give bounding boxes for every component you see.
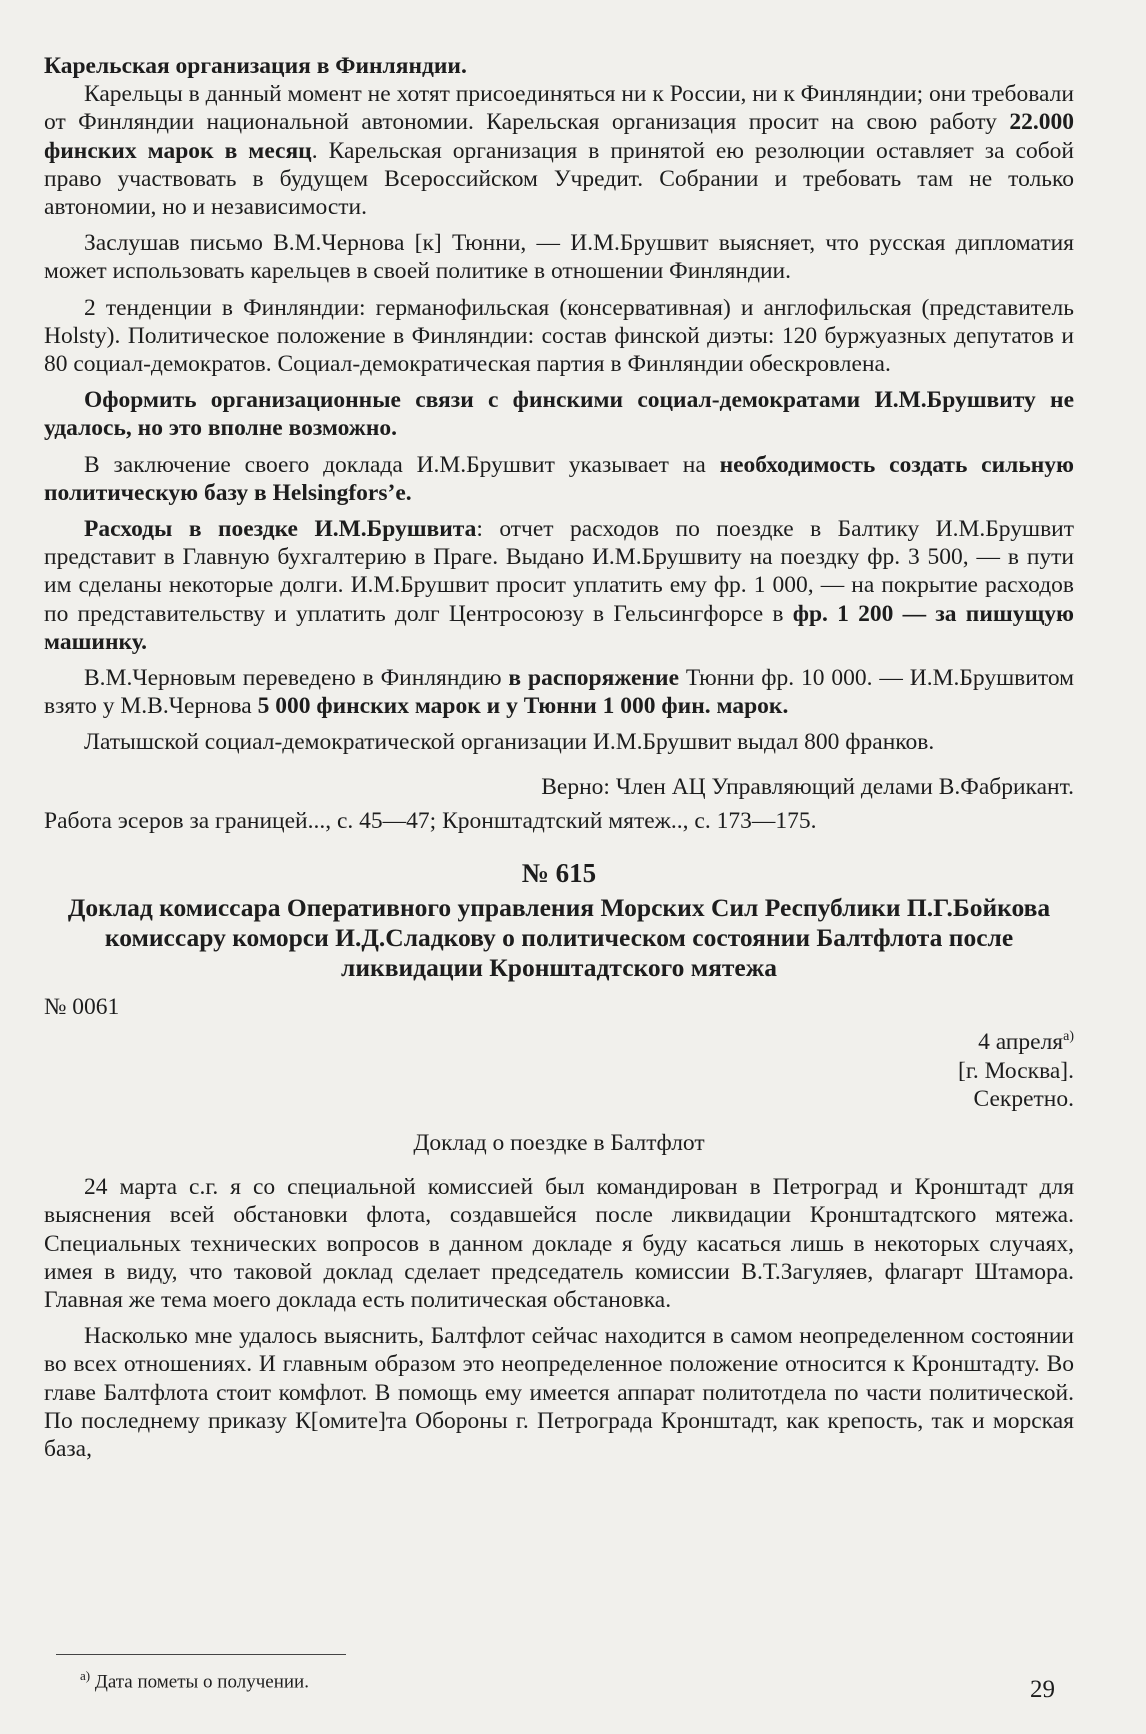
report-paragraph-2: Насколько мне удалось выяснить, Балтфлот сейчас находится в самом неопределенном состоянии во всех отношениях. И главным образом это неопределенное положение относится к Кронштадту. Во главе Балтфлота стоит комфлот. В помощь ему имеется аппарат политотдела по части политической. По последнему приказу К[омите]та Обороны г. Петрограда Кронштадт, как крепость, так и морская база,	[44, 1323, 1074, 1462]
paragraph-expenses: Расходы в поездке И.М.Брушвита: отчет расходов по поездке в Балтику И.М.Брушвит представит в Главную бухгалтерию в Праге. Выдано И.М.Брушвиту на поездку фр. 3 500, — в пути им сделаны некоторые долги. И.М.Брушвит просит уплатить ему фр. 1 000, — на покрытие расходов по представительству и уплатить долг Центросоюзу в Гельсингфорсе в фр. 1 200 — за пишущую машинку.	[44, 516, 1075, 655]
document-title: Доклад комиссара Оперативного управления Морских Сил Республики П.Г.Бойкова комиссару коморси И.Д.Сладкову о политическом состоянии Балтфлота после ликвидации Кронштадтского мятежа	[67, 893, 1051, 983]
source-citation: Работа эсеров за границей..., с. 45—47; Кронштадтский мятеж.., с. 173—175.	[44, 807, 817, 834]
reference-number: № 0061	[44, 994, 120, 1021]
footnote: $^{а)}$ Дата пометы о получении.	[80, 1668, 309, 1693]
date-note-mark: а)	[1063, 1029, 1074, 1045]
paragraph-karelians: Карельцы в данный момент не хотят присоединяться ни к России, ни к Финляндии; они требовали от Финляндии национальной автономии. Карельская организация просит на свою работу 22.000 финских марок в месяц. Карельская организация в принятой ею резолюции оставляет за собой право участвовать в будущем Всероссийском Учредит. Собрании и требовать там не только автономии, но и независимости.	[44, 81, 1074, 221]
report-title: Доклад о поездке в Балтфлот	[413, 1129, 705, 1156]
bold-amount: 22.000 финских марок в месяц	[44, 109, 1074, 164]
signature: Верно: Член АЦ Управляющий делами В.Фабрикант.	[541, 773, 1074, 800]
secrecy-mark: Секретно.	[973, 1085, 1074, 1112]
paragraph-tendencies: 2 тенденции в Финляндии: германофильская (консервативная) и англофильская (представитель Holsty). Политическое положение в Финляндии: состав финской диэты: 120 буржуазных депутатов и 80 социал-демократов. Социал-демократическая партия в Финляндии обескровлена.	[44, 294, 1074, 378]
paragraph-organizational-ties: Оформить организационные связи с финскими социал-демократами И.М.Брушвиту не удалось, но это вполне возможно.	[44, 387, 1074, 442]
paragraph-chernov-letter: Заслушав письмо В.М.Чернова [к] Тюнни, — И.М.Брушвит выясняет, что русская дипломатия может использовать карельцев в своей политике в отношении Финляндии.	[44, 230, 1074, 285]
paragraph-transfers: В.М.Черновым переведено в Финляндию в распоряжение Тюнни фр. 10 000. — И.М.Брушвитом взято у М.В.Чернова 5 000 финских марок и у Тюнни 1 000 фин. марок.	[44, 665, 1074, 720]
paragraph-conclusion: В заключение своего доклада И.М.Брушвит указывает на необходимость создать сильную политическую базу в Helsingfors’e.	[44, 451, 1075, 506]
footnote-mark: а)	[80, 1668, 91, 1683]
document-number: № 615	[521, 858, 597, 889]
paragraph-latvian: Латышской социал-демократической организации И.М.Брушвит выдал 800 франков.	[84, 729, 935, 756]
document-place: [г. Москва].	[958, 1057, 1074, 1084]
document-date: 4 апреля$^{а)}$	[978, 1029, 1074, 1056]
footnote-divider	[56, 1654, 346, 1655]
report-paragraph-1: 24 марта с.г. я со специальной комиссией был командирован в Петроград и Кронштадт для выяснения всей обстановки флота, создавшейся после ликвидации Кронштадтского мятежа. Специальных технических вопросов в данном докладе я буду касаться лишь в некоторых случаях, имея в виду, что таковой доклад сделает председатель комиссии В.Т.Загуляев, флагарт Штамора. Главная же тема моего доклада есть политическая обстановка.	[44, 1174, 1074, 1313]
page-number: 29	[1030, 1676, 1055, 1703]
section-heading: Карельская организация в Финляндии.	[44, 53, 467, 79]
document-page	[44, 52, 1074, 1463]
